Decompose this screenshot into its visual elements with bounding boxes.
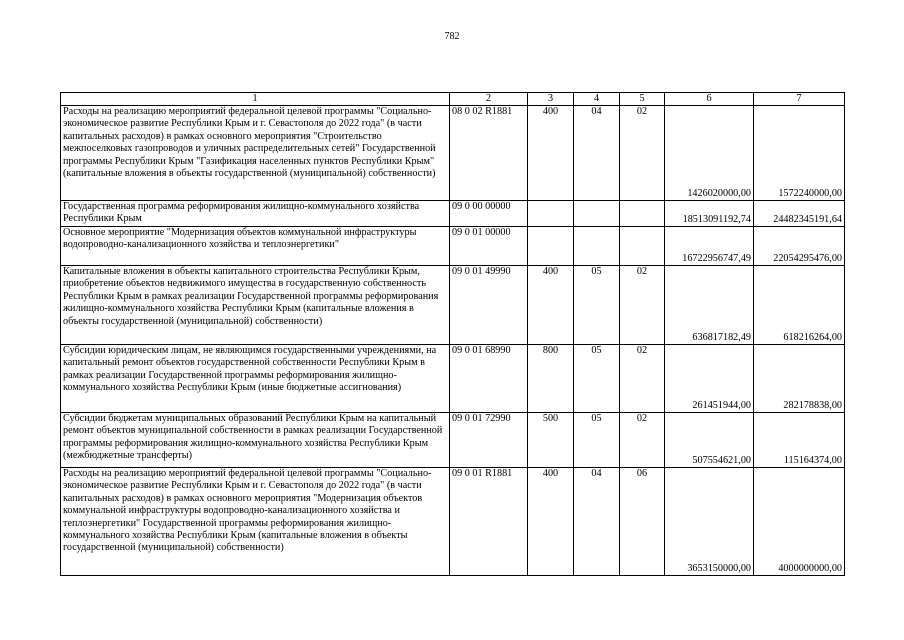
expense-type-code: 800 (528, 345, 574, 413)
expense-type-code: 500 (528, 413, 574, 468)
subsection-code (620, 227, 665, 266)
amount-year-1: 1426020000,00 (665, 106, 754, 201)
header-cell: 3 (528, 93, 574, 106)
subsection-code: 02 (620, 413, 665, 468)
expense-type-code: 400 (528, 468, 574, 576)
expense-type-code: 400 (528, 106, 574, 201)
amount-year-2: 22054295476,00 (754, 227, 845, 266)
amount-year-1: 636817182,49 (665, 266, 754, 345)
table-row (61, 201, 845, 227)
amount-year-2: 618216264,00 (754, 266, 845, 345)
header-cell: 2 (450, 93, 528, 106)
table-row (61, 468, 845, 576)
section-code: 05 (574, 413, 620, 468)
amount-year-1: 261451944,00 (665, 345, 754, 413)
expense-type-code: 400 (528, 266, 574, 345)
section-code: 04 (574, 468, 620, 576)
page-number: 782 (444, 31, 460, 42)
header-cell: 4 (574, 93, 620, 106)
amount-year-2: 115164374,00 (754, 413, 845, 468)
table-header-row (61, 93, 845, 106)
subsection-code: 02 (620, 266, 665, 345)
expense-name: Субсидии бюджетам муниципальных образований Республики Крым на капитальный ремонт объектов муниципальной собственности в рамках реализации Государственной программы реформирования жилищно-коммунального хозяйства Республики Крым (межбюджетные трансферты) (61, 413, 450, 468)
expense-name: Расходы на реализацию мероприятий федеральной целевой программы "Социально-экономическое развитие Республики Крым и г. Севастополя до 2022 года" (в части капитальных расходов) в рамках основного мероприятия "Строительство межпоселковых газопроводов и уличных распределительных сетей" Государственной программы Республики Крым "Газификация населенных пунктов Республики Крым" (капитальные вложения в объекты государственной (муниципальной) собственности) (61, 106, 450, 201)
expense-name: Капитальные вложения в объекты капитального строительства Республики Крым, приобретение объектов недвижимого имущества в государственную собственность Республики Крым в рамках реализации Государственной программы реформирования жилищно-коммунального хозяйства Республики Крым (капитальные вложения в объекты государственной (муниципальной) собственности) (61, 266, 450, 345)
target-article-code: 09 0 01 49990 (450, 266, 528, 345)
amount-year-1: 3653150000,00 (665, 468, 754, 576)
subsection-code (620, 201, 665, 227)
subsection-code: 02 (620, 106, 665, 201)
expense-name: Расходы на реализацию мероприятий федеральной целевой программы "Социально-экономическое развитие Республики Крым и г. Севастополя до 2022 года" (в части капитальных расходов) в рамках основного мероприятия "Модернизация объектов коммунальной инфраструктуры водопроводно-канализационного хозяйства и теплоэнергетики" Государственной программы реформирования жилищно-коммунального хозяйства Республики Крым (капитальные вложения в объекты государственной (муниципальной) собственности) (61, 468, 450, 576)
subsection-code: 06 (620, 468, 665, 576)
table-row (61, 227, 845, 266)
expense-name: Субсидии юридическим лицам, не являющимся государственными учреждениями, на капитальный ремонт объектов государственной собственности Республики Крым в рамках реализации Государственной программы реформирования жилищно-коммунального хозяйства Республики Крым (иные бюджетные ассигнования) (61, 345, 450, 413)
section-code: 04 (574, 106, 620, 201)
section-code (574, 227, 620, 266)
amount-year-2: 24482345191,64 (754, 201, 845, 227)
amount-year-2: 282178838,00 (754, 345, 845, 413)
expense-name: Государственная программа реформирования жилищно-коммунального хозяйства Республики Крым (61, 201, 450, 227)
section-code: 05 (574, 266, 620, 345)
target-article-code: 09 0 01 R1881 (450, 468, 528, 576)
section-code: 05 (574, 345, 620, 413)
amount-year-2: 1572240000,00 (754, 106, 845, 201)
header-cell: 1 (61, 93, 450, 106)
target-article-code: 08 0 02 R1881 (450, 106, 528, 201)
target-article-code: 09 0 01 00000 (450, 227, 528, 266)
amount-year-1: 16722956747,49 (665, 227, 754, 266)
budget-table (60, 92, 845, 576)
subsection-code: 02 (620, 345, 665, 413)
target-article-code: 09 0 01 72990 (450, 413, 528, 468)
table-row (61, 413, 845, 468)
header-cell: 6 (665, 93, 754, 106)
amount-year-2: 4000000000,00 (754, 468, 845, 576)
header-cell: 5 (620, 93, 665, 106)
expense-type-code (528, 201, 574, 227)
table-row (61, 106, 845, 201)
header-cell: 7 (754, 93, 845, 106)
amount-year-1: 18513091192,74 (665, 201, 754, 227)
section-code (574, 201, 620, 227)
target-article-code: 09 0 00 00000 (450, 201, 528, 227)
amount-year-1: 507554621,00 (665, 413, 754, 468)
target-article-code: 09 0 01 68990 (450, 345, 528, 413)
expense-name: Основное мероприятие "Модернизация объектов коммунальной инфраструктуры водопроводно-канализационного хозяйства и теплоэнергетики" (61, 227, 450, 266)
table-row (61, 345, 845, 413)
table-row (61, 266, 845, 345)
expense-type-code (528, 227, 574, 266)
